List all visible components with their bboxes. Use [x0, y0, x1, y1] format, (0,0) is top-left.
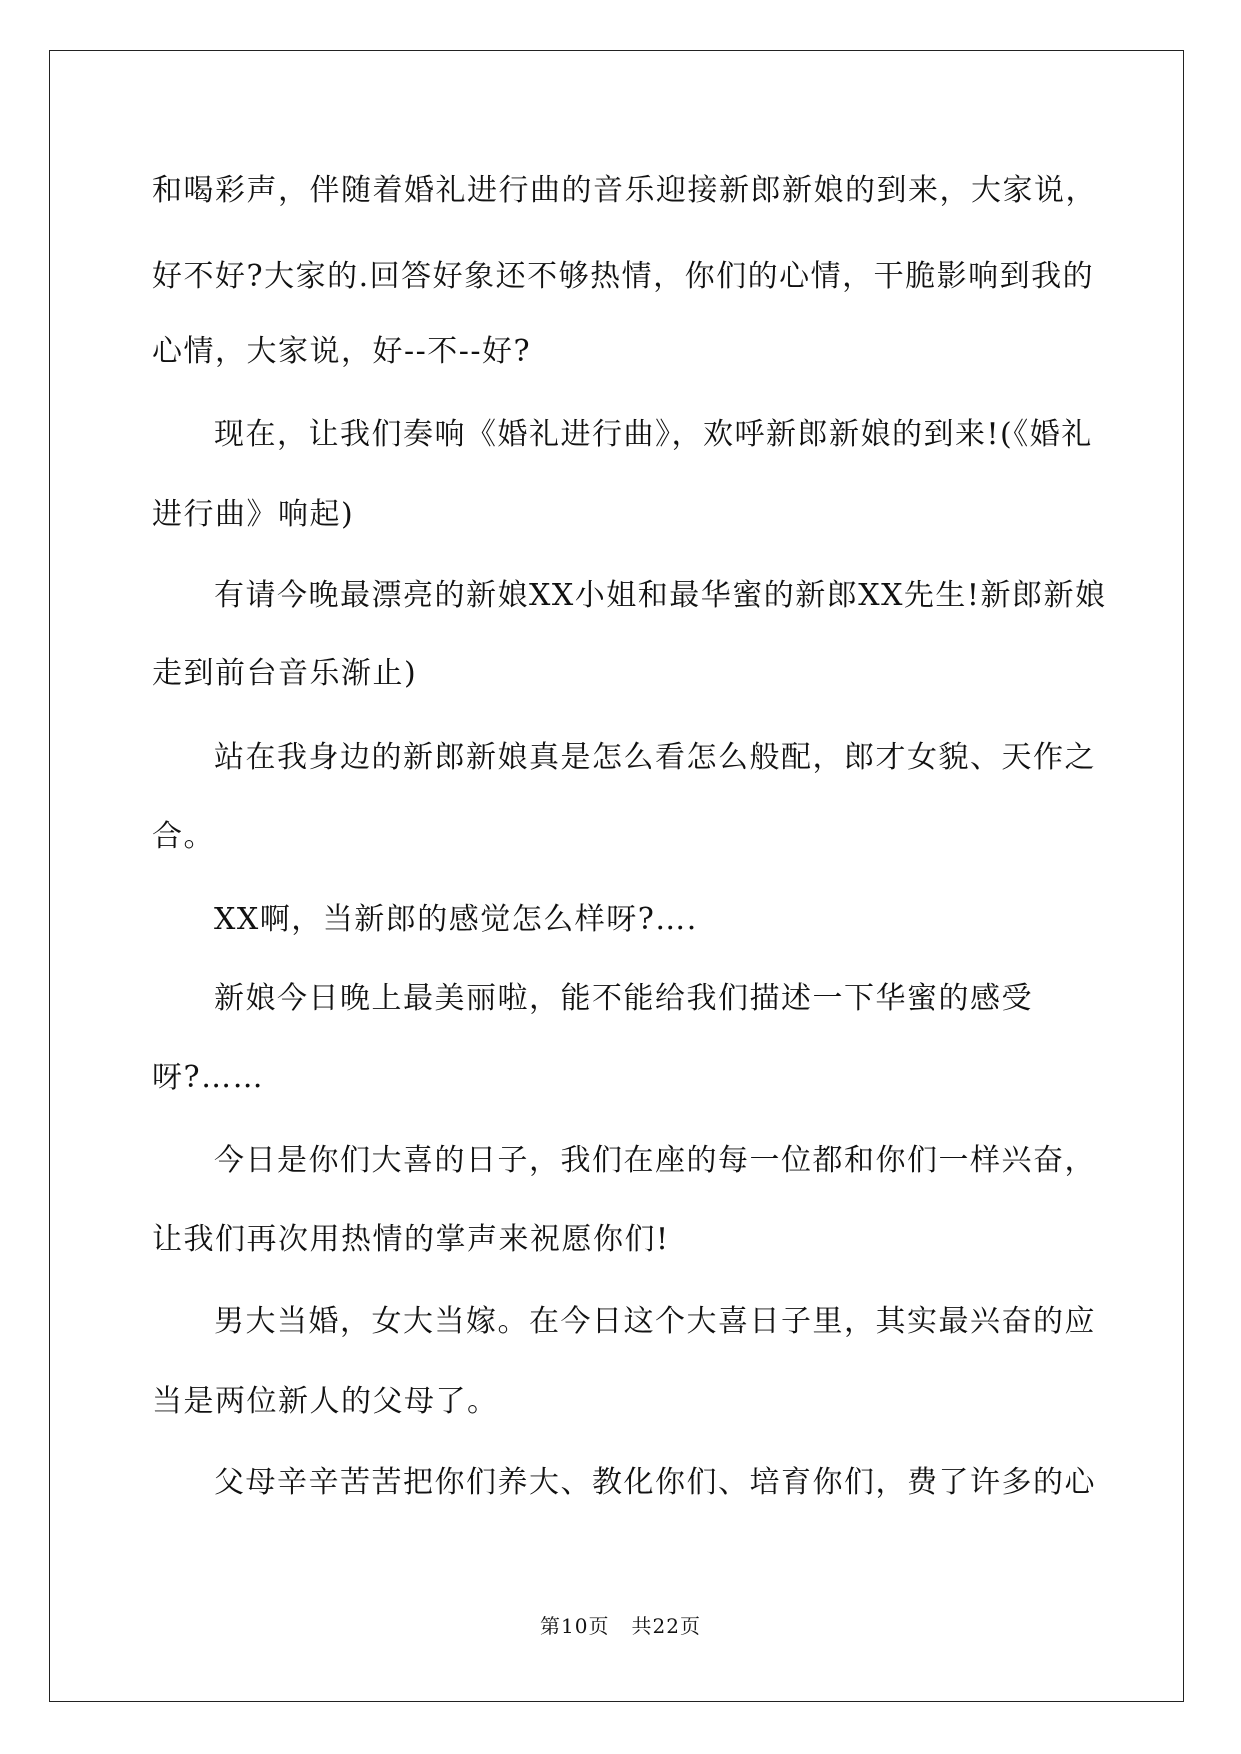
text-line-7: 走到前台音乐渐止) [152, 656, 418, 691]
text-line-11: 新娘今日晚上最美丽啦，能不能给我们描述一下华蜜的感受 [214, 981, 1033, 1016]
text-line-6: 有请今晚最漂亮的新娘XX小姐和最华蜜的新郎XX先生!新郎新娘 [214, 578, 1107, 613]
text-line-3: 心情，大家说，好--不--好? [152, 334, 532, 369]
text-line-1: 和喝彩声，伴随着婚礼进行曲的音乐迎接新郎新娘的到来，大家说， [152, 173, 1097, 208]
text-line-15: 男大当婚，女大当嫁。在今日这个大喜日子里，其实最兴奋的应 [214, 1304, 1096, 1339]
page-border [49, 50, 1184, 1702]
text-line-5: 进行曲》响起) [152, 497, 355, 532]
page-total: 共22页 [631, 1614, 701, 1638]
page-footer [0, 1610, 1241, 1639]
text-line-10: XX啊，当新郎的感觉怎么样呀?…. [214, 902, 698, 937]
text-line-8: 站在我身边的新郎新娘真是怎么看怎么般配，郎才女貌、天作之 [214, 740, 1096, 775]
text-line-14: 让我们再次用热情的掌声来祝愿你们! [152, 1222, 670, 1257]
text-line-9: 合。 [152, 819, 215, 854]
text-line-17: 父母辛辛苦苦把你们养大、教化你们、培育你们，费了许多的心 [214, 1465, 1096, 1500]
page-number: 第10页 [540, 1614, 610, 1638]
text-line-12: 呀?…… [152, 1060, 265, 1095]
text-line-4: 现在，让我们奏响《婚礼进行曲》，欢呼新郎新娘的到来!(《婚礼 [214, 417, 1093, 452]
text-line-13: 今日是你们大喜的日子，我们在座的每一位都和你们一样兴奋， [214, 1143, 1096, 1178]
text-line-2: 好不好?大家的.回答好象还不够热情，你们的心情，干脆影响到我的 [152, 259, 1095, 294]
text-line-16: 当是两位新人的父母了。 [152, 1384, 499, 1419]
